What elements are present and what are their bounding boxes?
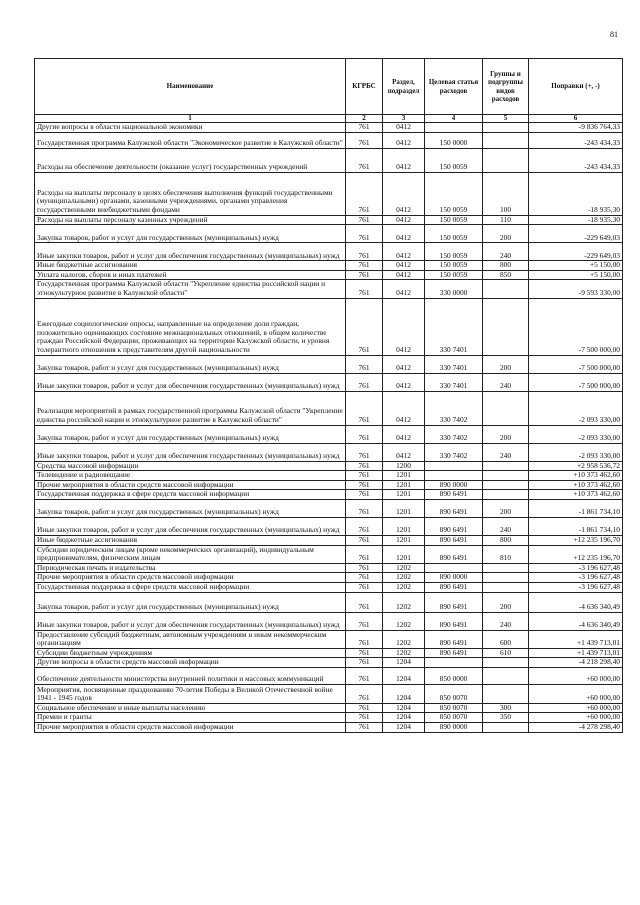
row-group xyxy=(483,148,529,172)
row-kgrbs: 761 xyxy=(346,391,383,425)
row-group: 800 xyxy=(483,261,529,271)
table-row xyxy=(35,582,623,592)
row-name: Прочие мероприятия в области средств массовой информации xyxy=(35,573,346,583)
row-group xyxy=(483,461,529,471)
row-kgrbs: 761 xyxy=(346,713,383,723)
row-amount: +5 150,00 xyxy=(529,261,623,271)
table-row xyxy=(35,684,623,703)
table-row xyxy=(35,355,623,373)
row-group: 600 xyxy=(483,630,529,648)
row-name: Иные закупки товаров, работ и услуг для обеспечения государственных (муниципальных) нужд xyxy=(35,373,346,391)
column-number: 3 xyxy=(383,115,425,123)
row-article: 150 0059 xyxy=(425,172,483,215)
row-amount: -4 278 298,40 xyxy=(529,723,623,733)
row-name: Иные закупки товаров, работ и услуг для обеспечения государственных (муниципальных) нужд xyxy=(35,612,346,630)
row-amount: +60 000,00 xyxy=(529,684,623,703)
row-name: Прочие мероприятия в области средств массовой информации xyxy=(35,723,346,733)
row-name: Уплата налогов, сборов и иных платежей xyxy=(35,270,346,280)
row-group xyxy=(483,391,529,425)
row-amount: +10 373 462,60 xyxy=(529,480,623,490)
row-group: 240 xyxy=(483,517,529,535)
row-kgrbs: 761 xyxy=(346,373,383,391)
table-row xyxy=(35,298,623,355)
row-amount: -229 649,03 xyxy=(529,243,623,261)
row-kgrbs: 761 xyxy=(346,425,383,443)
row-article: 890 6491 xyxy=(425,499,483,517)
row-group xyxy=(483,582,529,592)
row-amount: -18 935,30 xyxy=(529,172,623,215)
row-group: 610 xyxy=(483,648,529,658)
row-amount: -1 861 734,10 xyxy=(529,517,623,535)
row-group: 200 xyxy=(483,225,529,243)
row-section: 0412 xyxy=(383,215,425,225)
row-group: 200 xyxy=(483,355,529,373)
row-article: 890 6491 xyxy=(425,592,483,612)
row-name: Закупка товаров, работ и услуг для государственных (муниципальных) нужд xyxy=(35,499,346,517)
row-article: 890 6491 xyxy=(425,630,483,648)
row-amount: +2 958 536,72 xyxy=(529,461,623,471)
row-group: 200 xyxy=(483,499,529,517)
column-number: 4 xyxy=(425,115,483,123)
row-amount: -7 500 000,00 xyxy=(529,355,623,373)
row-article: 330 7402 xyxy=(425,443,483,461)
row-section: 0412 xyxy=(383,391,425,425)
table-row xyxy=(35,373,623,391)
row-section: 1204 xyxy=(383,713,425,723)
row-group: 240 xyxy=(483,443,529,461)
row-article: 890 6491 xyxy=(425,517,483,535)
row-group xyxy=(483,723,529,733)
row-group: 200 xyxy=(483,592,529,612)
row-article: 330 7401 xyxy=(425,298,483,355)
row-section: 0412 xyxy=(383,261,425,271)
row-kgrbs: 761 xyxy=(346,545,383,563)
header-section: Раздел, подраздел xyxy=(383,59,425,115)
row-name: Прочие мероприятия в области средств массовой информации xyxy=(35,480,346,490)
row-amount: -18 935,30 xyxy=(529,215,623,225)
row-section: 0412 xyxy=(383,123,425,133)
table-row xyxy=(35,132,623,148)
column-number: 1 xyxy=(35,115,346,123)
row-amount: -2 093 330,00 xyxy=(529,425,623,443)
row-group xyxy=(483,280,529,298)
table-row xyxy=(35,545,623,563)
row-kgrbs: 761 xyxy=(346,243,383,261)
row-amount: -4 636 340,49 xyxy=(529,612,623,630)
row-kgrbs: 761 xyxy=(346,517,383,535)
header-group: Группы и подгруппы видов расходов xyxy=(483,59,529,115)
row-name: Расходы на обеспечение деятельности (оказание услуг) государственных учреждений xyxy=(35,148,346,172)
row-group xyxy=(483,123,529,133)
row-kgrbs: 761 xyxy=(346,123,383,133)
header-row xyxy=(35,59,623,115)
row-article: 890 6491 xyxy=(425,582,483,592)
row-article: 150 0000 xyxy=(425,132,483,148)
row-article: 150 0059 xyxy=(425,215,483,225)
row-section: 1204 xyxy=(383,667,425,684)
header-article: Целевая статья расходов xyxy=(425,59,483,115)
row-kgrbs: 761 xyxy=(346,355,383,373)
row-section: 0412 xyxy=(383,280,425,298)
row-article xyxy=(425,658,483,668)
header-name: Наименование xyxy=(35,59,346,115)
table-row xyxy=(35,573,623,583)
row-article: 890 6491 xyxy=(425,535,483,545)
row-name: Другие вопросы в области средств массовой информации xyxy=(35,658,346,668)
row-name: Премии и гранты xyxy=(35,713,346,723)
row-kgrbs: 761 xyxy=(346,612,383,630)
row-name: Телевидение и радиовещание xyxy=(35,471,346,481)
row-article: 890 6491 xyxy=(425,490,483,500)
row-kgrbs: 761 xyxy=(346,298,383,355)
row-section: 1202 xyxy=(383,630,425,648)
row-section: 1201 xyxy=(383,545,425,563)
row-amount: -7 500 000,00 xyxy=(529,298,623,355)
row-kgrbs: 761 xyxy=(346,471,383,481)
row-section: 0412 xyxy=(383,243,425,261)
row-name: Предоставление субсидий бюджетным, автономным учреждениям и иным некоммерческим организациям xyxy=(35,630,346,648)
table-row xyxy=(35,723,623,733)
row-article: 150 0059 xyxy=(425,148,483,172)
row-group: 240 xyxy=(483,243,529,261)
row-kgrbs: 761 xyxy=(346,490,383,500)
row-section: 0412 xyxy=(383,225,425,243)
row-article: 150 0059 xyxy=(425,261,483,271)
row-kgrbs: 761 xyxy=(346,215,383,225)
row-name: Государственная программа Калужской области "Укрепление единства российской нации и этнокультурное развитие в Калужской области" xyxy=(35,280,346,298)
row-article: 330 7402 xyxy=(425,425,483,443)
row-name: Государственная программа Калужской области "Экономическое развитие в Калужской области" xyxy=(35,132,346,148)
row-name: Мероприятия, посвященные празднованию 70-летия Победы в Великой Отечественной войне 1941 - 1945 годов xyxy=(35,684,346,703)
row-kgrbs: 761 xyxy=(346,648,383,658)
row-amount: -243 434,33 xyxy=(529,148,623,172)
row-article: 150 0059 xyxy=(425,270,483,280)
row-amount: +10 373 462,60 xyxy=(529,471,623,481)
row-kgrbs: 761 xyxy=(346,172,383,215)
row-amount: +60 000,00 xyxy=(529,713,623,723)
row-amount: -7 500 000,00 xyxy=(529,373,623,391)
row-section: 1204 xyxy=(383,684,425,703)
row-amount: -3 196 627,48 xyxy=(529,573,623,583)
row-section: 1202 xyxy=(383,573,425,583)
table-row xyxy=(35,658,623,668)
row-article: 890 6491 xyxy=(425,612,483,630)
row-article: 850 0000 xyxy=(425,667,483,684)
column-number: 2 xyxy=(346,115,383,123)
row-article xyxy=(425,123,483,133)
table-row xyxy=(35,215,623,225)
table-row xyxy=(35,443,623,461)
row-group xyxy=(483,480,529,490)
row-article: 890 0000 xyxy=(425,480,483,490)
row-section: 0412 xyxy=(383,132,425,148)
row-section: 1201 xyxy=(383,490,425,500)
row-amount: -9 836 764,33 xyxy=(529,123,623,133)
row-kgrbs: 761 xyxy=(346,630,383,648)
row-amount: -2 093 330,00 xyxy=(529,391,623,425)
row-name: Субсидии бюджетным учреждениям xyxy=(35,648,346,658)
row-article: 150 0059 xyxy=(425,243,483,261)
table-row xyxy=(35,280,623,298)
table-row xyxy=(35,535,623,545)
row-amount: -3 196 627,48 xyxy=(529,563,623,573)
row-group xyxy=(483,684,529,703)
table-row xyxy=(35,667,623,684)
row-kgrbs: 761 xyxy=(346,261,383,271)
row-section: 1201 xyxy=(383,480,425,490)
row-section: 0412 xyxy=(383,425,425,443)
table-row xyxy=(35,471,623,481)
table-row xyxy=(35,703,623,713)
row-section: 1201 xyxy=(383,471,425,481)
row-amount: -1 861 734,10 xyxy=(529,499,623,517)
row-group xyxy=(483,471,529,481)
row-amount: -4 218 298,40 xyxy=(529,658,623,668)
row-amount: +10 373 462,60 xyxy=(529,490,623,500)
row-amount: -3 196 627,48 xyxy=(529,582,623,592)
row-name: Государственная поддержка в сфере средств массовой информации xyxy=(35,490,346,500)
row-amount: +60 000,00 xyxy=(529,667,623,684)
row-section: 1204 xyxy=(383,703,425,713)
row-kgrbs: 761 xyxy=(346,592,383,612)
row-name: Закупка товаров, работ и услуг для государственных (муниципальных) нужд xyxy=(35,355,346,373)
table-row xyxy=(35,612,623,630)
row-section: 0412 xyxy=(383,443,425,461)
row-kgrbs: 761 xyxy=(346,667,383,684)
row-kgrbs: 761 xyxy=(346,563,383,573)
table-row xyxy=(35,425,623,443)
row-name: Расходы на выплаты персоналу в целях обеспечения выполнения функций государственными (муниципальными) органами, казенными учреждениями, органами управления государственными внебюджетными фондами xyxy=(35,172,346,215)
row-amount: -2 093 330,00 xyxy=(529,443,623,461)
row-group xyxy=(483,298,529,355)
row-section: 1201 xyxy=(383,499,425,517)
row-group: 100 xyxy=(483,172,529,215)
row-section: 1202 xyxy=(383,563,425,573)
row-name: Расходы на выплаты персоналу казенных учреждений xyxy=(35,215,346,225)
row-name: Другие вопросы в области национальной экономики xyxy=(35,123,346,133)
row-article: 330 7402 xyxy=(425,391,483,425)
row-kgrbs: 761 xyxy=(346,461,383,471)
row-kgrbs: 761 xyxy=(346,582,383,592)
row-section: 0412 xyxy=(383,355,425,373)
row-article: 850 0070 xyxy=(425,713,483,723)
row-kgrbs: 761 xyxy=(346,148,383,172)
row-section: 1201 xyxy=(383,517,425,535)
row-name: Реализация мероприятий в рамках государственной программы Калужской области "Укрепление единства российской нации и этнокультурное развитие в Калужской области" xyxy=(35,391,346,425)
row-group xyxy=(483,573,529,583)
row-kgrbs: 761 xyxy=(346,684,383,703)
row-section: 0412 xyxy=(383,298,425,355)
row-section: 1202 xyxy=(383,612,425,630)
table-row xyxy=(35,499,623,517)
row-amount: +1 439 713,01 xyxy=(529,630,623,648)
table-row xyxy=(35,225,623,243)
row-name: Закупка товаров, работ и услуг для государственных (муниципальных) нужд xyxy=(35,225,346,243)
row-kgrbs: 761 xyxy=(346,573,383,583)
row-section: 1201 xyxy=(383,535,425,545)
row-name: Государственная поддержка в сфере средств массовой информации xyxy=(35,582,346,592)
row-section: 1202 xyxy=(383,592,425,612)
row-amount: +60 000,00 xyxy=(529,703,623,713)
table-body xyxy=(35,123,623,733)
table-row xyxy=(35,261,623,271)
row-name: Средства массовой информации xyxy=(35,461,346,471)
row-kgrbs: 761 xyxy=(346,723,383,733)
row-kgrbs: 761 xyxy=(346,280,383,298)
row-article: 890 6491 xyxy=(425,648,483,658)
row-section: 1204 xyxy=(383,658,425,668)
table-row xyxy=(35,592,623,612)
table-row xyxy=(35,172,623,215)
row-group: 200 xyxy=(483,425,529,443)
row-amount: -4 636 340,49 xyxy=(529,592,623,612)
row-section: 1200 xyxy=(383,461,425,471)
row-kgrbs: 761 xyxy=(346,535,383,545)
table-row xyxy=(35,490,623,500)
row-section: 0412 xyxy=(383,148,425,172)
table-row xyxy=(35,123,623,133)
row-article: 330 7401 xyxy=(425,373,483,391)
row-group xyxy=(483,667,529,684)
row-group: 240 xyxy=(483,373,529,391)
row-name: Закупка товаров, работ и услуг для государственных (муниципальных) нужд xyxy=(35,425,346,443)
row-amount: -229 649,03 xyxy=(529,225,623,243)
row-article: 890 6491 xyxy=(425,545,483,563)
table-row xyxy=(35,517,623,535)
row-group: 110 xyxy=(483,215,529,225)
row-kgrbs: 761 xyxy=(346,132,383,148)
row-name: Иные закупки товаров, работ и услуг для обеспечения государственных (муниципальных) нужд xyxy=(35,443,346,461)
row-kgrbs: 761 xyxy=(346,270,383,280)
row-name: Иные закупки товаров, работ и услуг для обеспечения государственных (муниципальных) нужд xyxy=(35,243,346,261)
row-amount: +12 235 196,70 xyxy=(529,535,623,545)
row-kgrbs: 761 xyxy=(346,443,383,461)
row-article: 850 0070 xyxy=(425,684,483,703)
row-article: 330 7401 xyxy=(425,355,483,373)
page-number: 81 xyxy=(610,30,618,39)
row-article xyxy=(425,461,483,471)
row-amount: -9 593 330,00 xyxy=(529,280,623,298)
row-article: 890 0000 xyxy=(425,573,483,583)
row-group: 300 xyxy=(483,703,529,713)
row-kgrbs: 761 xyxy=(346,703,383,713)
row-kgrbs: 761 xyxy=(346,658,383,668)
row-group: 810 xyxy=(483,545,529,563)
header-amendment: Поправки (+, -) xyxy=(529,59,623,115)
row-group xyxy=(483,563,529,573)
row-amount: +12 235 196,70 xyxy=(529,545,623,563)
row-article: 330 0000 xyxy=(425,280,483,298)
row-section: 1202 xyxy=(383,648,425,658)
row-amount: -243 434,33 xyxy=(529,132,623,148)
row-name: Закупка товаров, работ и услуг для государственных (муниципальных) нужд xyxy=(35,592,346,612)
row-section: 1204 xyxy=(383,723,425,733)
column-number: 5 xyxy=(483,115,529,123)
table-row xyxy=(35,243,623,261)
row-group: 850 xyxy=(483,270,529,280)
row-name: Иные бюджетные ассигнования xyxy=(35,261,346,271)
row-group: 800 xyxy=(483,535,529,545)
row-name: Периодическая печать и издательства xyxy=(35,563,346,573)
row-section: 0412 xyxy=(383,172,425,215)
row-group: 240 xyxy=(483,612,529,630)
row-article: 850 0070 xyxy=(425,703,483,713)
row-section: 1202 xyxy=(383,582,425,592)
row-name: Иные закупки товаров, работ и услуг для обеспечения государственных (муниципальных) нужд xyxy=(35,517,346,535)
row-section: 0412 xyxy=(383,270,425,280)
row-name: Ежегодные социологические опросы, направленные на определение доли граждан, положительно оценивающих состояние межнациональных отношений, в общем количестве граждан Российской Федерации, проживающих на территории Калужской области, и уровня толерантного отношения к представителям другой национальности xyxy=(35,298,346,355)
row-name: Иные бюджетные ассигнования xyxy=(35,535,346,545)
budget-amendments-table xyxy=(34,58,623,733)
row-article xyxy=(425,471,483,481)
header-kgrbs: КГРБС xyxy=(346,59,383,115)
row-section: 0412 xyxy=(383,373,425,391)
row-article: 150 0059 xyxy=(425,225,483,243)
row-name: Социальное обеспечение и иные выплаты населению xyxy=(35,703,346,713)
row-amount: +1 439 713,01 xyxy=(529,648,623,658)
column-number: 6 xyxy=(529,115,623,123)
row-article: 890 0000 xyxy=(425,723,483,733)
row-kgrbs: 761 xyxy=(346,225,383,243)
row-group xyxy=(483,658,529,668)
row-group xyxy=(483,490,529,500)
row-kgrbs: 761 xyxy=(346,480,383,490)
row-name: Субсидии юридическим лицам (кроме некоммерческих организаций), индивидуальным предпринимателям, физическим лицам xyxy=(35,545,346,563)
table-row xyxy=(35,391,623,425)
row-kgrbs: 761 xyxy=(346,499,383,517)
table-row xyxy=(35,630,623,648)
row-group xyxy=(483,132,529,148)
table-row xyxy=(35,148,623,172)
row-group: 350 xyxy=(483,713,529,723)
row-name: Обеспечение деятельности министерства внутренней политики и массовых коммуникаций xyxy=(35,667,346,684)
row-amount: +5 150,00 xyxy=(529,270,623,280)
